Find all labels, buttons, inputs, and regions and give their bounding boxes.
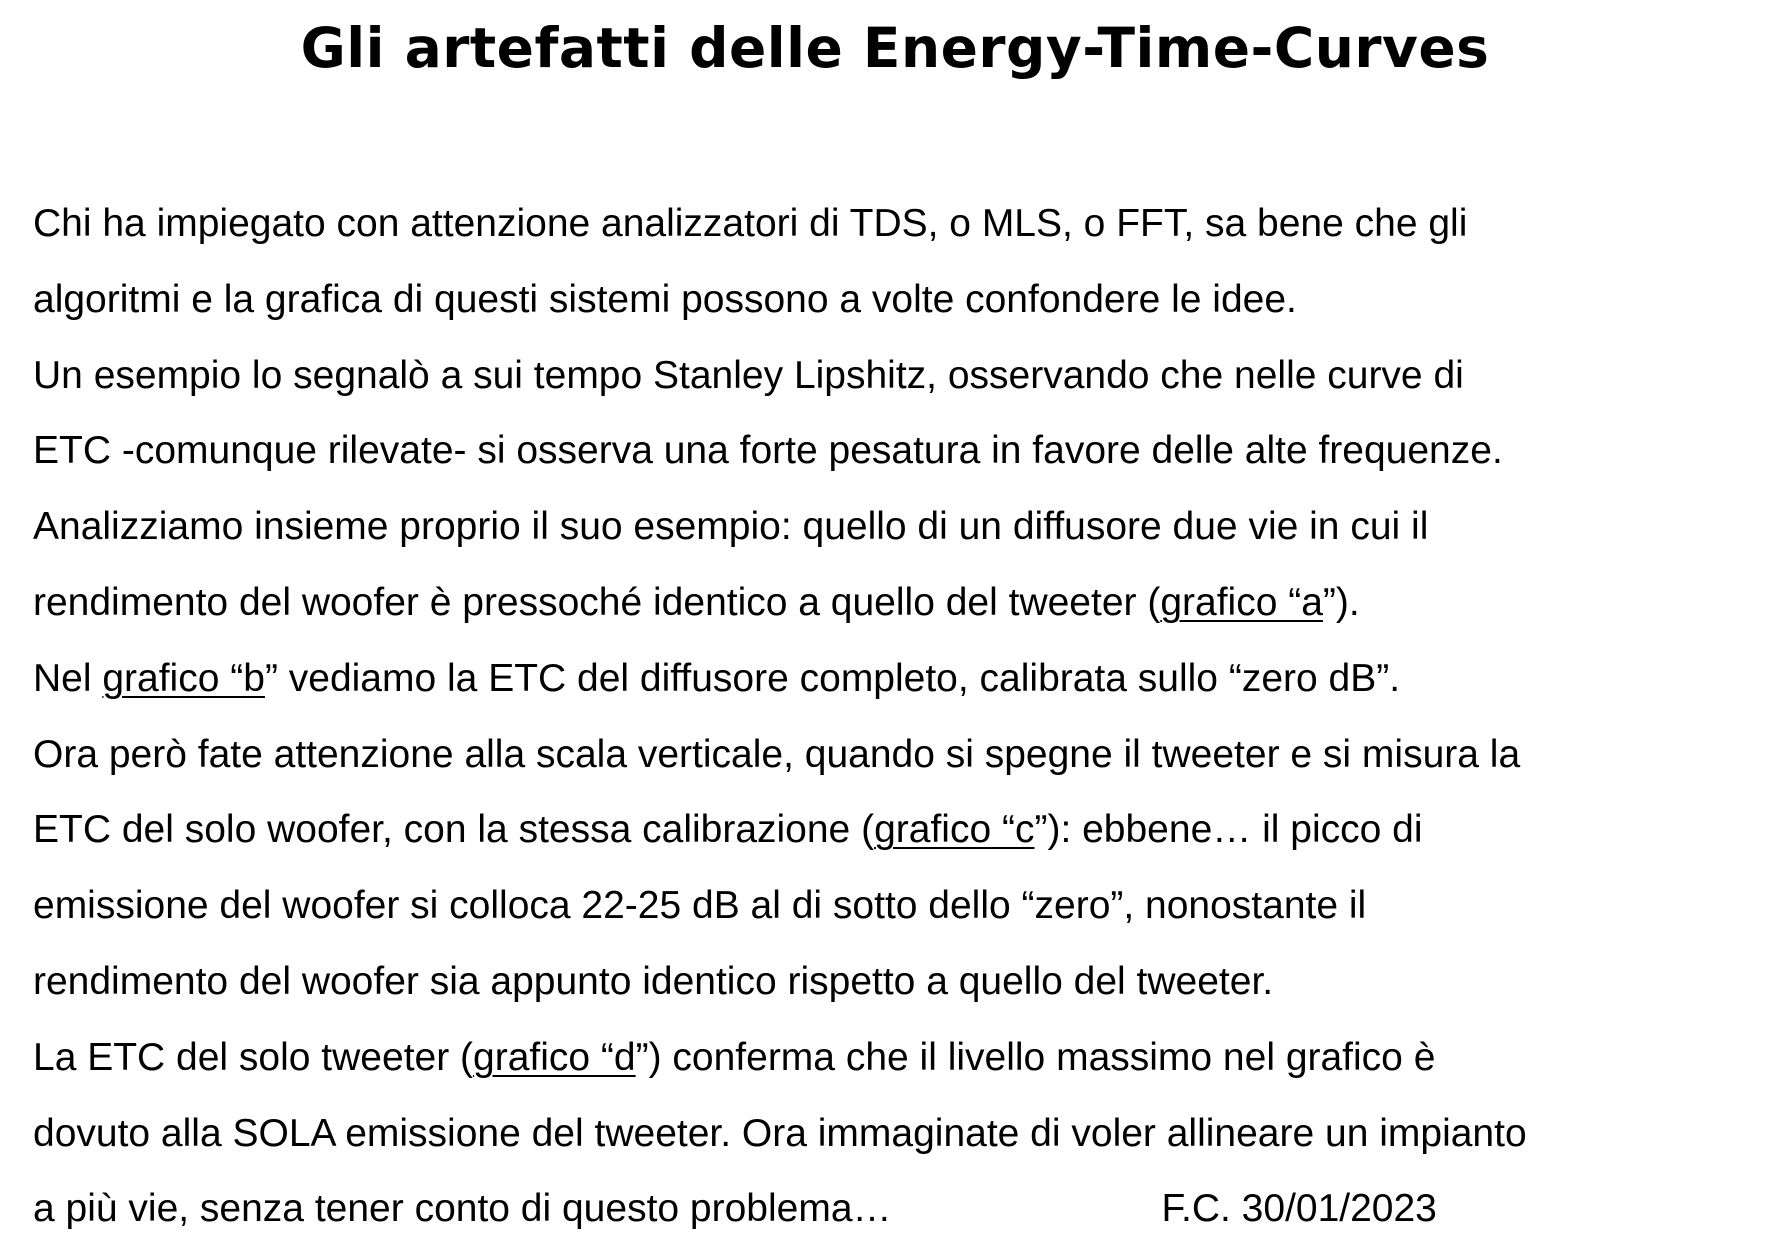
- body-line: algoritmi e la grafica di questi sistemi possono a volte confondere le idee.: [33, 277, 1297, 321]
- graph-reference-d: grafico “d: [473, 1035, 636, 1079]
- body-text-fragment: ” vediamo la ETC del diffusore completo, calibrata sullo “zero dB”.: [264, 656, 1401, 700]
- body-line: ETC -comunque rilevate- si osserva una forte pesatura in favore delle alte frequenze.: [33, 429, 1503, 473]
- document-title: Gli artefatti delle Energy-Time-Curves: [300, 16, 1490, 80]
- body-line: Ora però fate attenzione alla scala verticale, quando si spegne il tweeter e si misura la: [33, 732, 1521, 776]
- body-line: Un esempio lo segnalò a sui tempo Stanley Lipshitz, osservando che nelle curve di: [33, 353, 1464, 397]
- document-body: [33, 186, 1773, 1247]
- body-line: [33, 1020, 1773, 1096]
- body-text-fragment: ETC del solo woofer, con la stessa calibrazione (: [33, 808, 875, 852]
- body-text-fragment: ”) conferma che il livello massimo nel grafico è: [635, 1035, 1436, 1079]
- body-line: Chi ha impiegato con attenzione analizzatori di TDS, o MLS, o FFT, sa bene che gli: [33, 202, 1468, 245]
- body-line: [33, 565, 1773, 641]
- graph-reference-b: grafico “b: [102, 656, 265, 700]
- body-line: [33, 792, 1773, 868]
- body-text-fragment: rendimento del woofer è pressoché identico a quello del tweeter (: [33, 580, 1161, 624]
- body-text-fragment: a più vie, senza tener conto di questo problema…: [33, 1187, 892, 1231]
- body-line: [33, 1171, 1773, 1247]
- body-text-fragment: ”): ebbene… il picco di: [1034, 808, 1423, 852]
- body-text-fragment: Nel: [33, 656, 103, 700]
- graph-reference-a: grafico “a: [1160, 580, 1323, 624]
- body-line: Analizziamo insieme proprio il suo esempio: quello di un diffusore due vie in cui il: [33, 505, 1429, 549]
- body-line: rendimento del woofer sia appunto identico rispetto a quello del tweeter.: [33, 959, 1274, 1003]
- body-text-fragment: ”).: [1322, 580, 1360, 624]
- body-text-fragment: La ETC del solo tweeter (: [33, 1035, 474, 1079]
- signature-date: F.C. 30/01/2023: [1161, 1187, 1437, 1231]
- body-line: dovuto alla SOLA emissione del tweeter. Ora immaginate di voler allineare un impianto: [33, 1111, 1527, 1155]
- body-line: [33, 641, 1773, 717]
- graph-reference-c: grafico “c: [874, 808, 1035, 852]
- body-line: emissione del woofer si colloca 22-25 dB al di sotto dello “zero”, nonostante il: [33, 884, 1367, 928]
